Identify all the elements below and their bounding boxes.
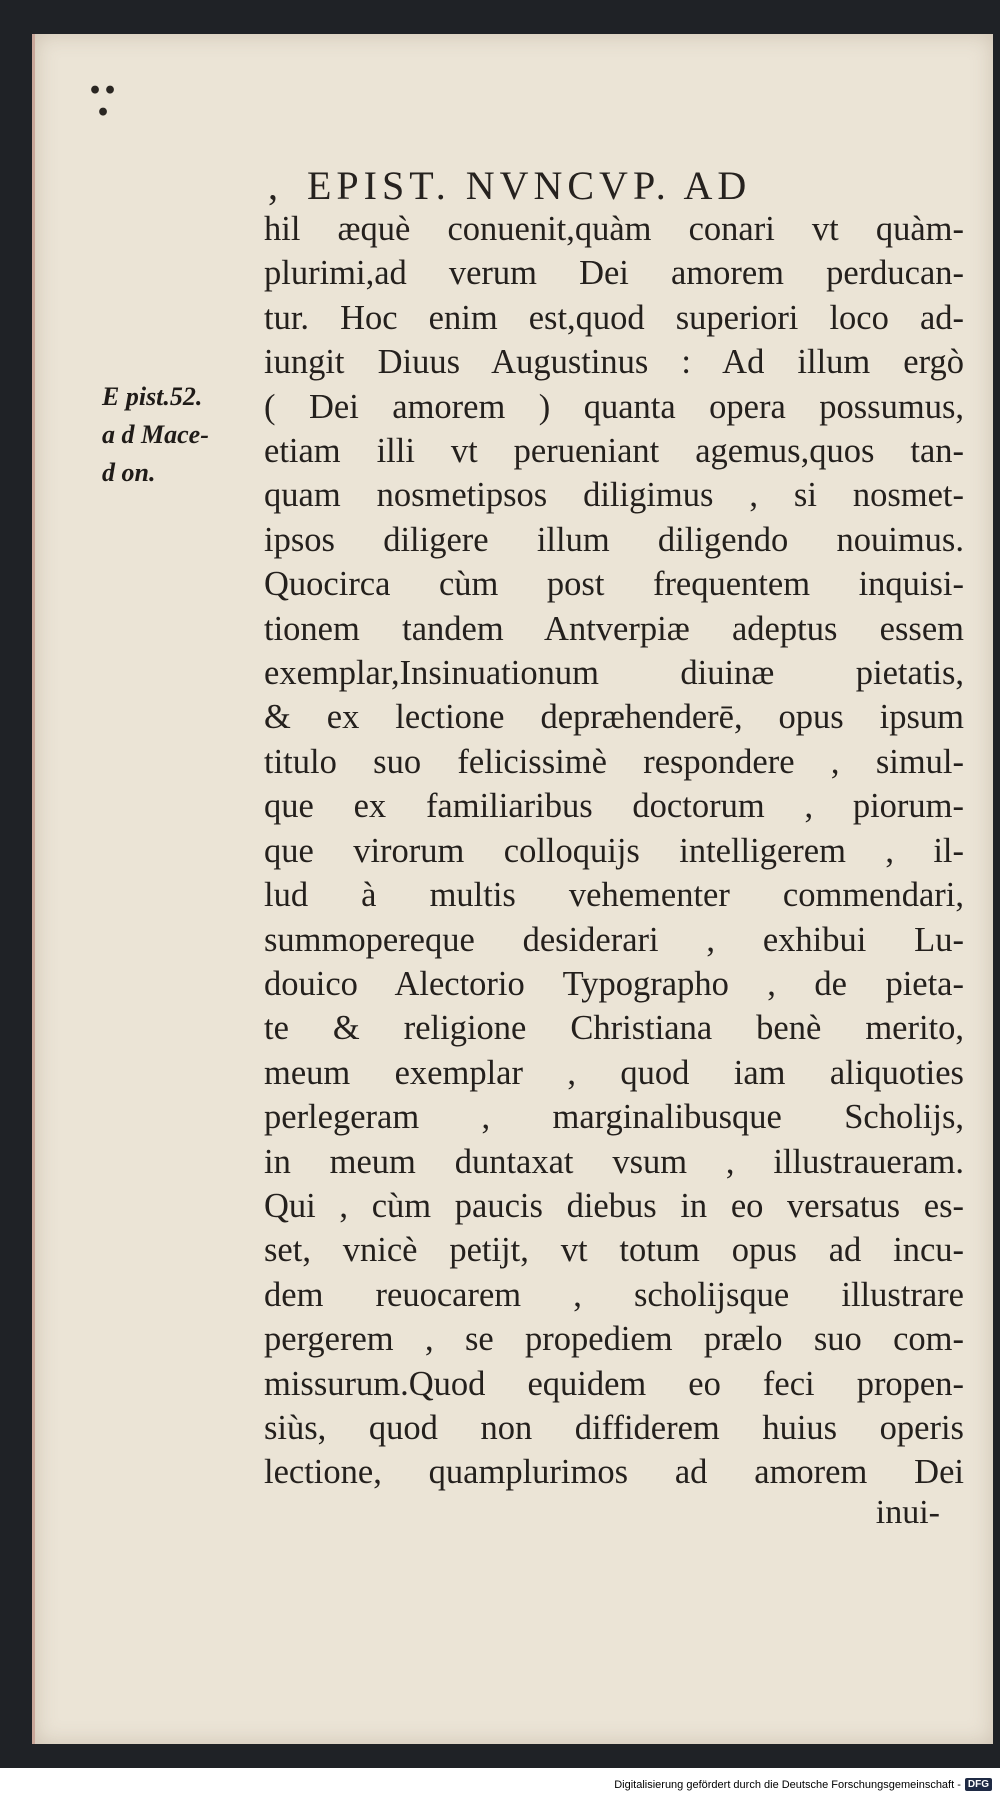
text-line: perlegeram , marginalibusque Scholijs,	[264, 1098, 964, 1137]
text-line: douico Alectorio Typographo , de pieta-	[264, 964, 964, 1003]
text-line: siùs, quod non diffiderem huius operis	[264, 1408, 964, 1447]
text-line: iungit Diuus Augustinus : Ad illum ergò	[264, 343, 964, 382]
catchword: inui-	[875, 1494, 940, 1531]
margin-note-line: d on.	[102, 458, 156, 487]
dfg-logo: DFG	[965, 1778, 992, 1791]
running-head	[268, 162, 751, 209]
text-line: hil æquè conuenit,quàm conari vt quàm-	[264, 210, 964, 248]
text-line: summopereque desiderari , exhibui Lu-	[264, 920, 964, 959]
text-line: que ex familiaribus doctorum , piorum-	[264, 787, 964, 826]
text-line: set, vnicè petijt, vt totum opus ad incu-	[264, 1231, 964, 1270]
margin-note-line: a d Mace-	[102, 420, 209, 449]
text-line: dem reuocarem , scholijsque illustrare	[264, 1275, 964, 1314]
text-line: meum exemplar , quod iam aliquoties	[264, 1053, 964, 1092]
text-line: lud à multis vehementer commendari,	[264, 876, 964, 915]
text-line: que virorum colloquijs intelligerem , il-	[264, 831, 964, 870]
margin-note	[102, 378, 209, 492]
text-line: lectione, quamplurimos ad amorem Dei	[264, 1453, 964, 1492]
text-line: titulo suo felicissimè respondere , simul-	[264, 742, 964, 781]
text-line: plurimi,ad verum Dei amorem perducan-	[264, 254, 964, 293]
text-line: missurum.Quod equidem eo feci propen-	[264, 1364, 964, 1403]
text-line: ( Dei amorem ) quanta opera possumus,	[264, 387, 964, 426]
margin-note-line: E pist.52.	[102, 382, 203, 411]
text-line: Qui , cùm paucis diebus in eo versatus es-	[264, 1186, 964, 1225]
text-line: tionem tandem Antverpiæ adeptus essem	[264, 609, 964, 648]
text-line: exemplar,Insinuationum diuinæ pietatis,	[264, 654, 964, 693]
footer	[614, 1778, 992, 1791]
text-line: & ex lectione depræhenderē, opus ipsum	[264, 698, 964, 737]
text-line: Quocirca cùm post frequentem inquisi-	[264, 565, 964, 604]
running-head-dot: ,	[268, 163, 283, 208]
text-line: in meum duntaxat vsum , illustraueram.	[264, 1142, 964, 1181]
text-line: ipsos diligere illum diligendo nouimus.	[264, 520, 964, 559]
body-text	[264, 207, 964, 1495]
text-line: te & religione Christiana benè merito,	[264, 1009, 964, 1048]
footer-credit: Digitalisierung gefördert durch die Deutsche Forschungsgemeinschaft -	[614, 1778, 961, 1791]
text-line: pergerem , se propediem prælo suo com-	[264, 1320, 964, 1359]
text-line: tur. Hoc enim est,quod superiori loco ad-	[264, 298, 964, 337]
text-line: quam nosmetipsos diligimus , si nosmet-	[264, 476, 964, 515]
ink-mark-bottom: •	[96, 100, 112, 126]
text-line: etiam illi vt perueniant agemus,quos tan-	[264, 432, 964, 471]
ink-marks	[88, 80, 118, 124]
ink-mark-top: ••	[88, 78, 119, 104]
running-head-text: EPIST. NVNCVP. AD	[307, 163, 752, 208]
